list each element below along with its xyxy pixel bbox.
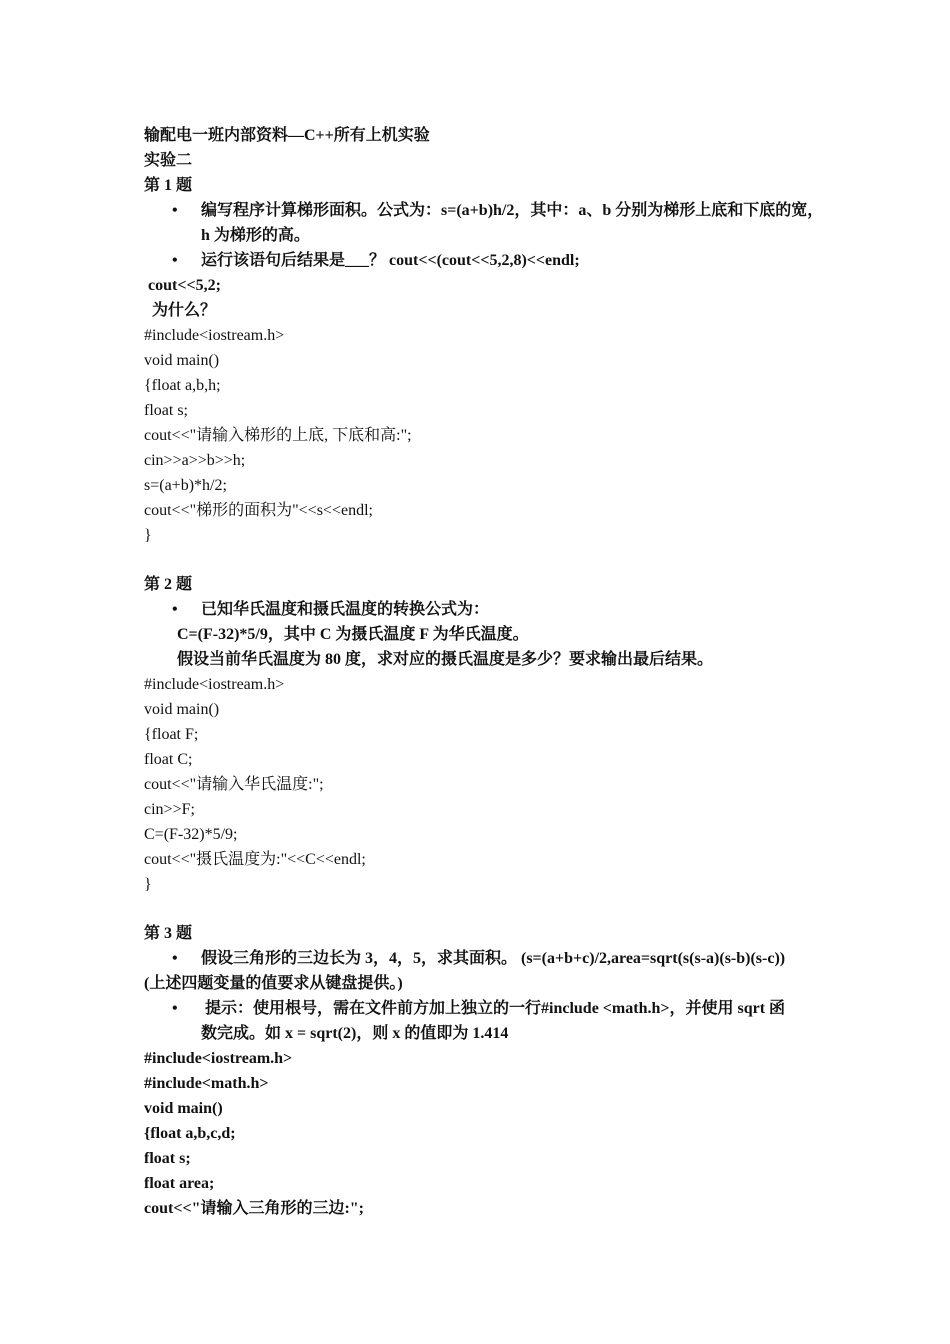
q1-code-line: void main(): [144, 352, 220, 369]
q2-code-line: float C;: [144, 751, 193, 768]
q1-extra2: 为什么？: [144, 302, 217, 319]
q1-extra1: cout<<5,2;: [144, 277, 221, 294]
section-heading: 实验二: [144, 152, 193, 169]
q1-bullet1-line1: 编写程序计算梯形面积。公式为：s=(a+b)h/2，其中：a、b 分别为梯形上底和下底的宽，: [201, 202, 824, 219]
q3-code-line: void main(): [144, 1100, 223, 1117]
q3-bullet1: 假设三角形的三边长为 3，4，5，求其面积。 (s=(a+b+c)/2,area=sqrt(s(s-a)(s-b)(s-c)): [201, 950, 786, 967]
q1-heading: 第 1 题: [144, 177, 193, 194]
q1-code-line: cout<<"请输入梯形的上底, 下底和高:";: [144, 427, 412, 444]
q3-note: (上述四题变量的值要求从键盘提供。): [144, 975, 403, 992]
bullet-icon: •: [172, 601, 178, 618]
q3-code-line: #include<iostream.h>: [144, 1050, 293, 1067]
bullet-icon: •: [172, 202, 178, 219]
q3-code-line: float area;: [144, 1175, 215, 1192]
q2-code-line: cin>>F;: [144, 801, 195, 818]
bullet-icon: •: [172, 1000, 178, 1017]
q2-code-line: }: [144, 876, 152, 893]
bullet-icon: •: [172, 252, 178, 269]
q2-code-line: cout<<"摄氏温度为:"<<C<<endl;: [144, 851, 366, 868]
q1-code-line: {float a,b,h;: [144, 377, 221, 394]
q2-code-line: void main(): [144, 701, 220, 718]
q1-code-line: s=(a+b)*h/2;: [144, 477, 227, 494]
q2-formula: C=(F-32)*5/9，其中 C 为摄氏温度 F 为华氏温度。: [177, 626, 529, 643]
q3-code-line: float s;: [144, 1150, 191, 1167]
q1-code-line: #include<iostream.h>: [144, 327, 285, 344]
q2-code-line: cout<<"请输入华氏温度:";: [144, 776, 324, 793]
q2-task: 假设当前华氏温度为 80 度，求对应的摄氏温度是多少？要求输出最后结果。: [177, 651, 714, 668]
bullet-icon: •: [172, 950, 178, 967]
q1-code-line: cout<<"梯形的面积为"<<s<<endl;: [144, 502, 373, 519]
q3-code-line: #include<math.h>: [144, 1075, 269, 1092]
q1-code-line: float s;: [144, 402, 188, 419]
q2-code-line: #include<iostream.h>: [144, 676, 285, 693]
q3-heading: 第 3 题: [144, 925, 193, 942]
q2-heading: 第 2 题: [144, 576, 193, 593]
q3-bullet2-line2: 数完成。如 x = sqrt(2)，则 x 的值即为 1.414: [201, 1025, 509, 1042]
q1-code-line: cin>>a>>b>>h;: [144, 452, 246, 469]
q3-code-line: {float a,b,c,d;: [144, 1125, 236, 1142]
q1-bullet1-line2: h 为梯形的高。: [201, 227, 310, 244]
q3-code-line: cout<<"请输入三角形的三边:";: [144, 1200, 364, 1217]
q1-code-line: }: [144, 527, 152, 544]
document-title: 输配电一班内部资料—C++所有上机实验: [144, 127, 430, 144]
q1-bullet2: 运行该语句后结果是___？ cout<<(cout<<5,2,8)<<endl;: [201, 252, 580, 269]
q2-bullet1: 已知华氏温度和摄氏温度的转换公式为：: [201, 601, 490, 618]
q2-code-line: C=(F-32)*5/9;: [144, 826, 238, 843]
q3-bullet2-line1: 提示：使用根号，需在文件前方加上独立的一行#include <math.h>，并使用 sqrt 函: [201, 1000, 786, 1017]
q2-code-line: {float F;: [144, 726, 199, 743]
